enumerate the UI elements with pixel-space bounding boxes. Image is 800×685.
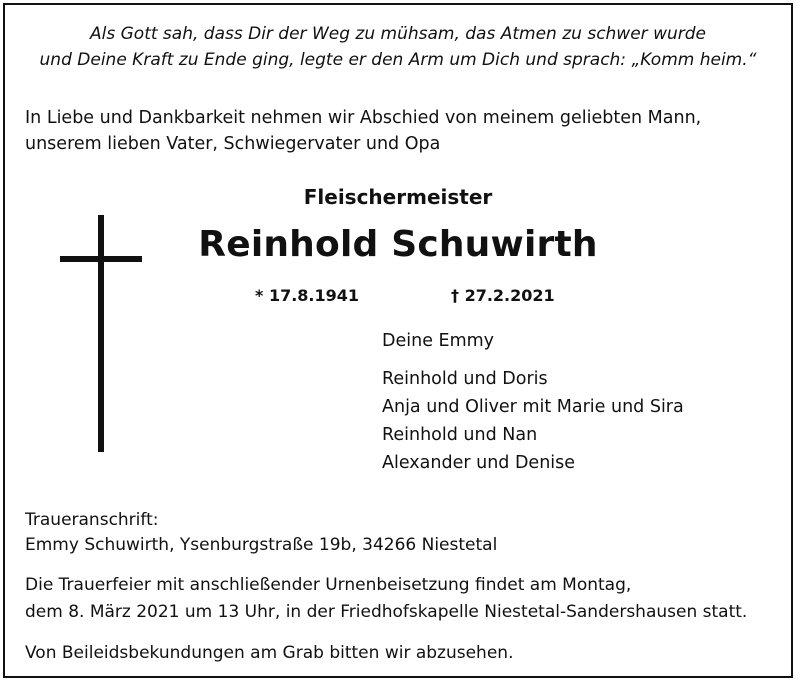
condolence-note: Von Beileidsbekundungen am Grab bitten wir abzusehen. — [25, 643, 514, 663]
family-member: Alexander und Denise — [382, 453, 576, 473]
deceased-name: Reinhold Schuwirth — [198, 224, 598, 265]
service-line-2: dem 8. März 2021 um 13 Uhr, in der Friedhofskapelle Niestetal-Sandershausen statt. — [25, 602, 748, 622]
family-member: Reinhold und Doris — [382, 369, 548, 389]
service-line-1: Die Trauerfeier mit anschließender Urnenbeisetzung findet am Montag, — [25, 575, 632, 595]
quote-verse — [5, 21, 791, 73]
address-value: Emmy Schuwirth, Ysenburgstraße 19b, 34266 Niestetal — [25, 535, 498, 555]
birth-date: * 17.8.1941 — [255, 286, 360, 305]
family-spouse: Deine Emmy — [382, 331, 495, 351]
quote-line-2: und Deine Kraft zu Ende ging, legte er den Arm um Dich und sprach: „Komm heim.“ — [39, 50, 757, 70]
intro-text — [25, 105, 701, 157]
family-member: Reinhold und Nan — [382, 425, 538, 445]
quote-line-1: Als Gott sah, dass Dir der Weg zu mühsam, das Atmen zu schwer wurde — [90, 24, 706, 44]
address-label: Traueranschrift: — [25, 510, 159, 530]
profession-title: Fleischermeister — [303, 185, 493, 209]
intro-line-2: unserem lieben Vater, Schwiegervater und Opa — [25, 134, 441, 154]
intro-line-1: In Liebe und Dankbarkeit nehmen wir Abschied von meinem geliebten Mann, — [25, 108, 702, 128]
death-date: † 27.2.2021 — [451, 286, 555, 305]
obituary-notice — [3, 3, 793, 678]
family-member: Anja und Oliver mit Marie und Sira — [382, 397, 684, 417]
